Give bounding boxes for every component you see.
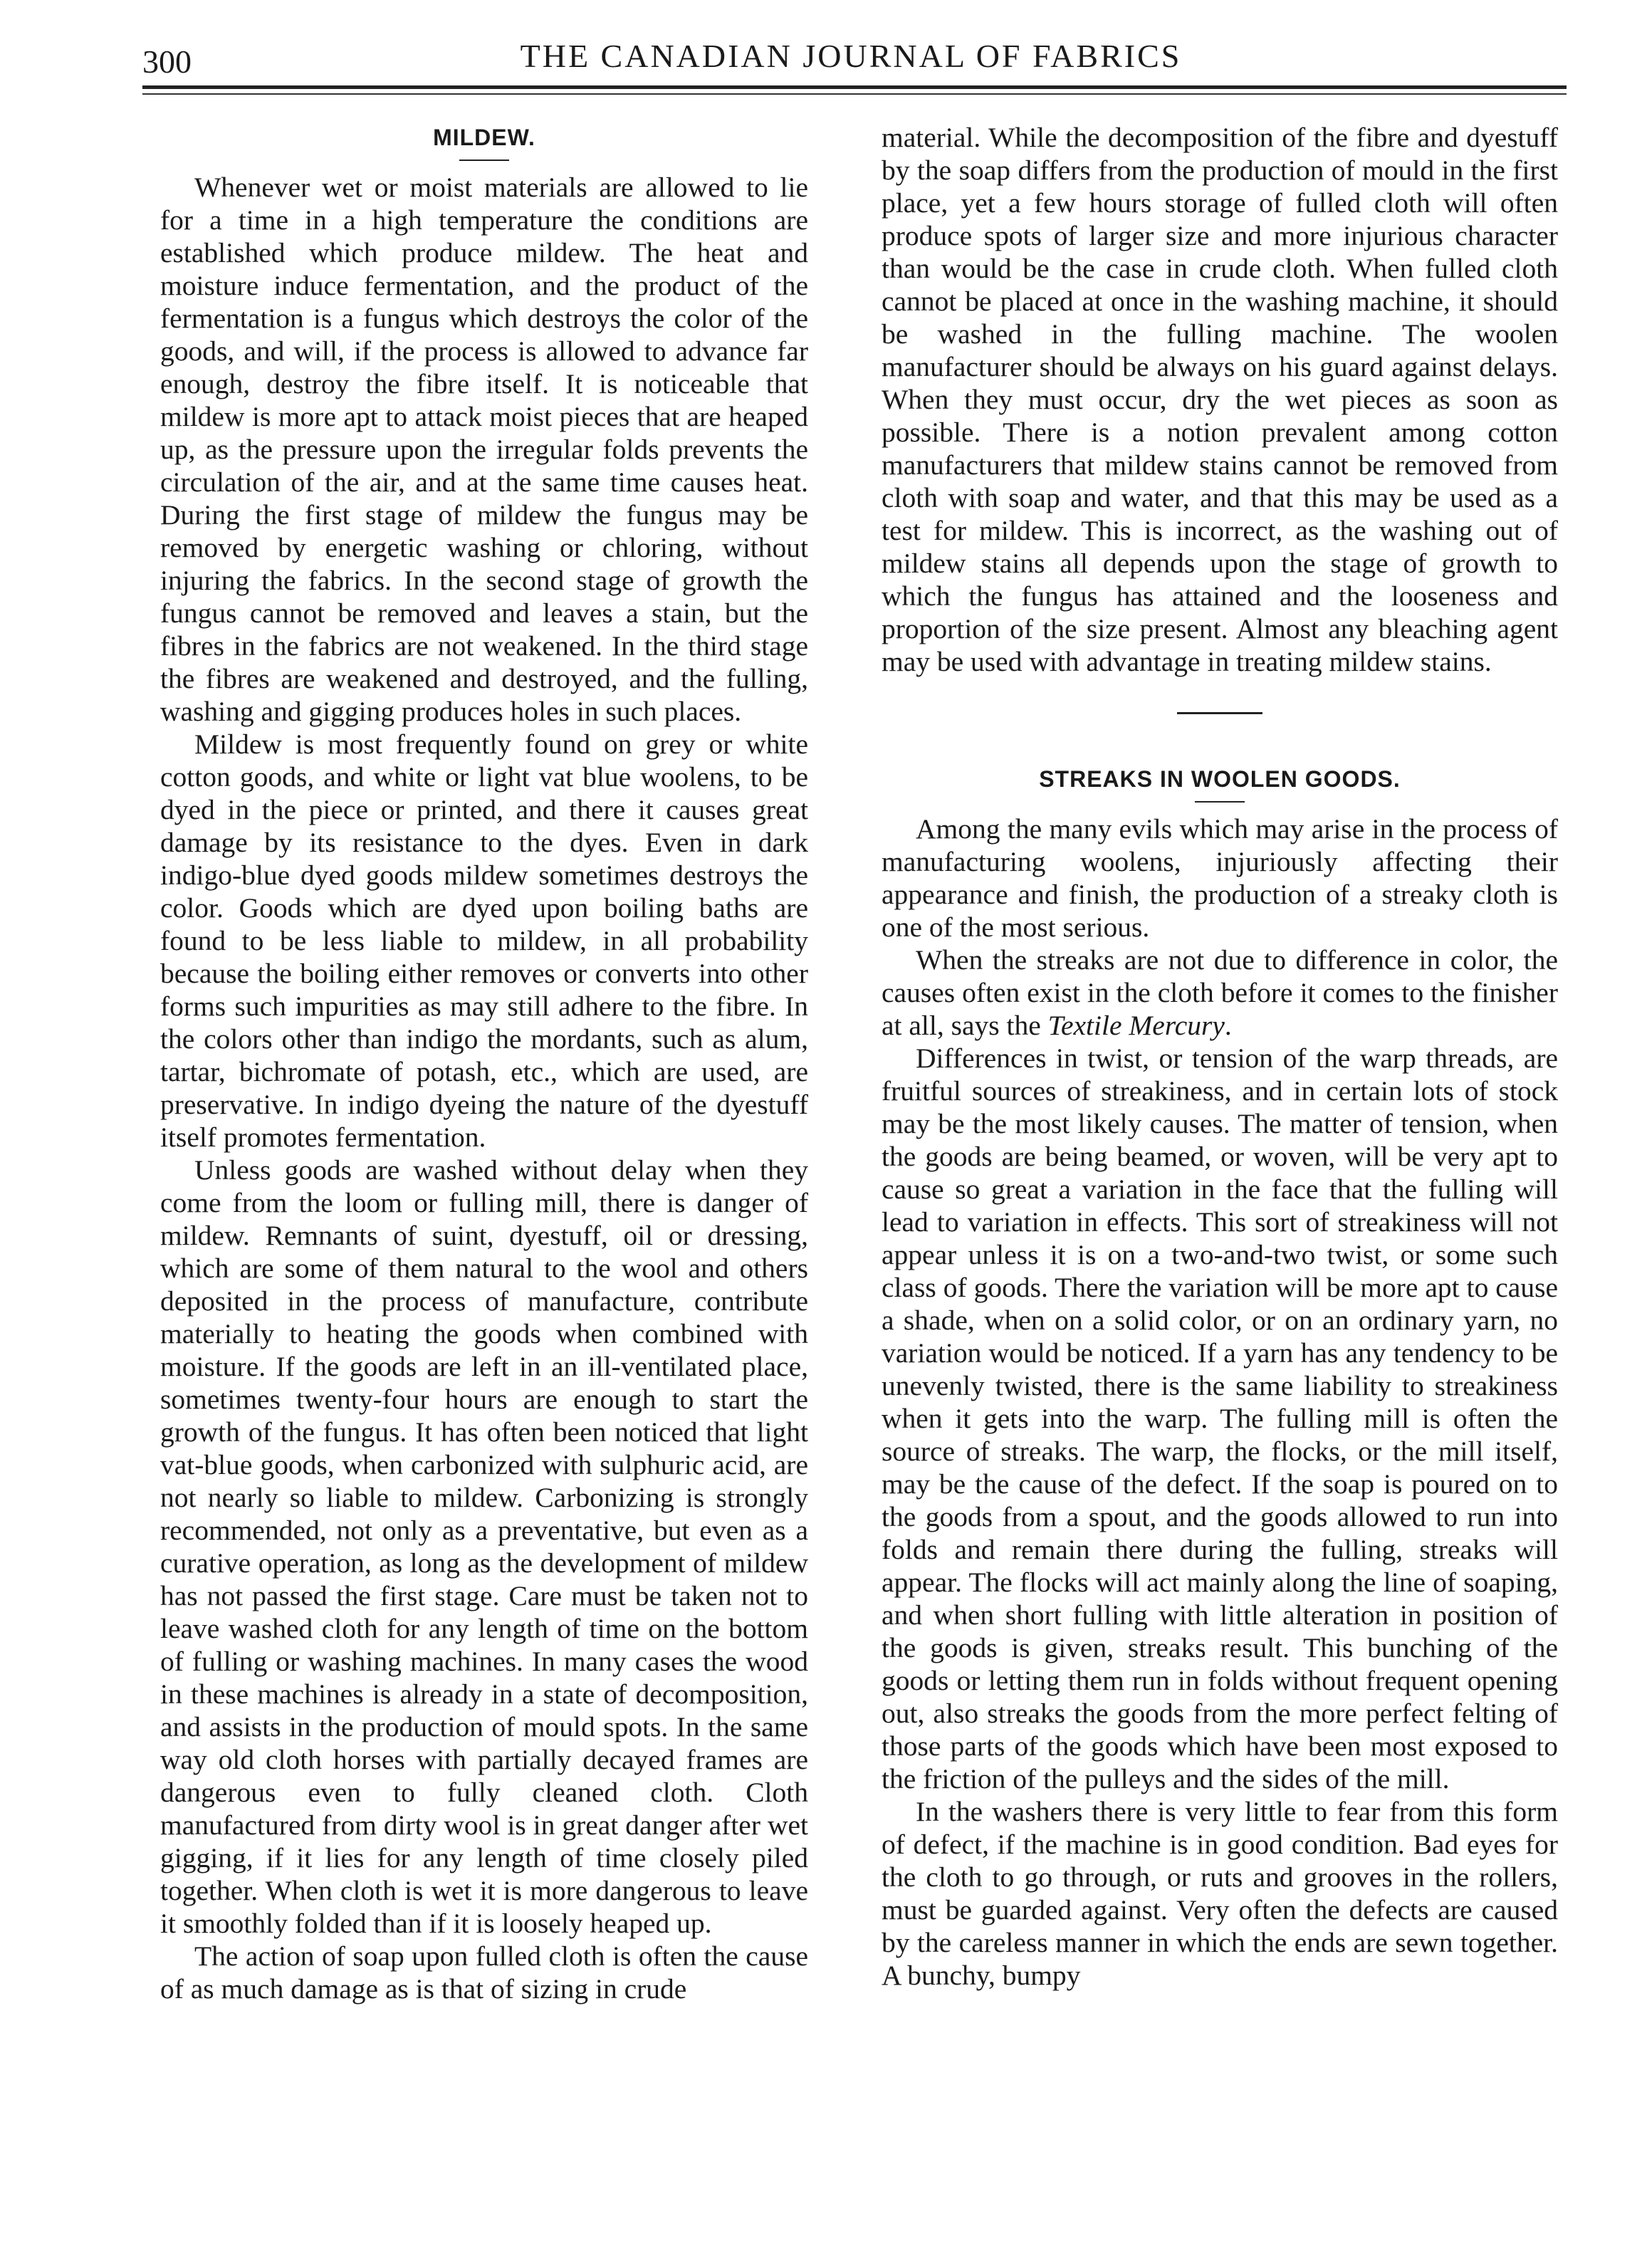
- page-number: 300: [142, 43, 192, 80]
- streaks-paragraph-1: Among the many evils which may arise in the process of manufacturing woolens, injuriously affecting their appearance and finish, the production of a streaky cloth is one of the most serious.: [882, 813, 1558, 943]
- left-column: [160, 121, 808, 2005]
- streaks-paragraph-4: In the washers there is very little to fear from this form of defect, if the machine is in good condition. Bad eyes for the cloth to go through, or ruts and grooves in the rollers, must be guarded against. Very often the defects are caused by the careless manner in which the ends are sewn together. A bunchy, bumpy: [882, 1796, 1558, 1991]
- right-column: [882, 121, 1558, 1992]
- streaks-paragraph-2-text: When the streaks are not due to difference in color, the causes often exist in the cloth before it comes to the finisher at all, says the: [882, 944, 1558, 1041]
- streaks-paragraph-2-end: .: [1224, 1010, 1232, 1041]
- mildew-paragraph-4-continued: material. While the decomposition of the fibre and dyestuff by the soap differs from the production of mould in the first place, yet a few hours storage of fulled cloth will often produce spots of larger size and more injurious character than would be the case in crude cloth. When fulled cloth cannot be placed at once in the washing machine, it should be washed in the fulling machine. The woolen manufacturer should be always on his guard against delays. When they must occur, dry the wet pieces as soon as possible. There is a notion prevalent among cotton manufacturers that mildew stains cannot be removed from cloth with soap and water, and that this may be used as a test for mildew. This is incorrect, as the washing out of mildew stains all depends upon the stage of growth to which the fungus has attained and the looseness and proportion of the size present. Almost any bleaching agent may be used with advantage in treating mildew stains.: [882, 122, 1558, 677]
- mildew-title: MILDEW.: [433, 125, 535, 150]
- source-publication: Textile Mercury: [1047, 1010, 1225, 1041]
- header-rule-thick: [142, 85, 1567, 89]
- mildew-title-rule: [459, 160, 509, 161]
- page-header: [142, 36, 1559, 93]
- header-rule-thin: [142, 93, 1567, 95]
- journal-title: THE CANADIAN JOURNAL OF FABRICS: [520, 38, 1182, 74]
- streaks-paragraph-3: Differences in twist, or tension of the warp threads, are fruitful sources of streakiness, and in certain lots of stock may be the most likely causes. The matter of tension, when the goods are being beamed, or woven, will be very apt to cause so great a variation in the face that the fulling will lead to variation in effects. This sort of streakiness will not appear unless it is on a two-and-two twist, or some such class of goods. There the variation will be more apt to cause a shade, when on a solid color, or on an ordinary yarn, no variation would be noticed. If a yarn has any tendency to be unevenly twisted, there is the same liability to streakiness when it gets into the warp. The fulling mill is often the source of streaks. The warp, the flocks, or the mill itself, may be the cause of the defect. If the soap is poured on to the goods from a spout, and the goods allowed to run into folds and remain there during the fulling, streaks will appear. The flocks will act mainly along the line of soaping, and when short fulling with little alteration in position of the goods is given, streaks result. This bunching of the goods or letting them run in folds without frequent opening out, also streaks the goods from the more perfect felting of those parts of the goods which have been most exposed to the friction of the pulleys and the sides of the mill.: [882, 1042, 1558, 1794]
- mildew-paragraph-1: Whenever wet or moist materials are allowed to lie for a time in a high temperature the conditions are established which produce mildew. The heat and moisture induce fermentation, and the product of the fermentation is a fungus which destroys the color of the goods, and will, if the process is allowed to advance far enough, destroy the fibre itself. It is noticeable that mildew is more apt to attack moist pieces that are heaped up, as the pressure upon the irregular folds prevents the circulation of the air, and at the same time causes heat. During the first stage of mildew the fungus may be removed by energetic washing or chloring, without injuring the fabrics. In the second stage of growth the fungus cannot be removed and leaves a stain, but the fibres in the fabrics are not weakened. In the third stage the fibres are weakened and destroyed, and the fulling, washing and gigging produces holes in such places.: [160, 172, 808, 727]
- streaks-paragraph-2: [882, 944, 1558, 1042]
- section-divider: [1177, 712, 1262, 714]
- streaks-title-rule: [1195, 801, 1245, 803]
- mildew-paragraph-4: The action of soap upon fulled cloth is often the cause of as much damage as is that of sizing in crude: [160, 1940, 808, 2005]
- streaks-title: STREAKS IN WOOLEN GOODS.: [1039, 766, 1401, 792]
- mildew-paragraph-3: Unless goods are washed without delay when they come from the loom or fulling mill, there is danger of mildew. Remnants of suint, dyestuff, oil or dressing, which are some of them natural to the wool and others deposited in the process of manufacture, contribute materially to heating the goods when combined with moisture. If the goods are left in an ill-ventilated place, sometimes twenty-four hours are enough to start the growth of the fungus. It has often been noticed that light vat-blue goods, when carbonized with sulphuric acid, are not nearly so liable to mildew. Carbonizing is strongly recommended, not only as a preventative, but even as a curative operation, as long as the development of mildew has not passed the first stage. Care must be taken not to leave washed cloth for any length of time on the bottom of fulling or washing machines. In many cases the wood in these machines is already in a state of decomposition, and assists in the production of mould spots. In the same way old cloth horses with partially decayed frames are dangerous even to fully cleaned cloth. Cloth manufactured from dirty wool is in great danger after wet gigging, if it lies for any length of time closely piled together. When cloth is wet it is more dangerous to leave it smoothly folded than if it is loosely heaped up.: [160, 1154, 808, 1939]
- mildew-paragraph-2: Mildew is most frequently found on grey or white cotton goods, and white or light vat blue woolens, to be dyed in the piece or printed, and there it causes great damage by its resistance to the dyes. Even in dark indigo-blue dyed goods mildew sometimes destroys the color. Goods which are dyed upon boiling baths are found to be less liable to mildew, in all probability because the boiling either removes or converts into other forms such impurities as may still adhere to the fibre. In the colors other than indigo the mordants, such as alum, tartar, bichromate of potash, etc., which are used, are preservative. In indigo dyeing the nature of the dyestuff itself promotes fermentation.: [160, 728, 808, 1153]
